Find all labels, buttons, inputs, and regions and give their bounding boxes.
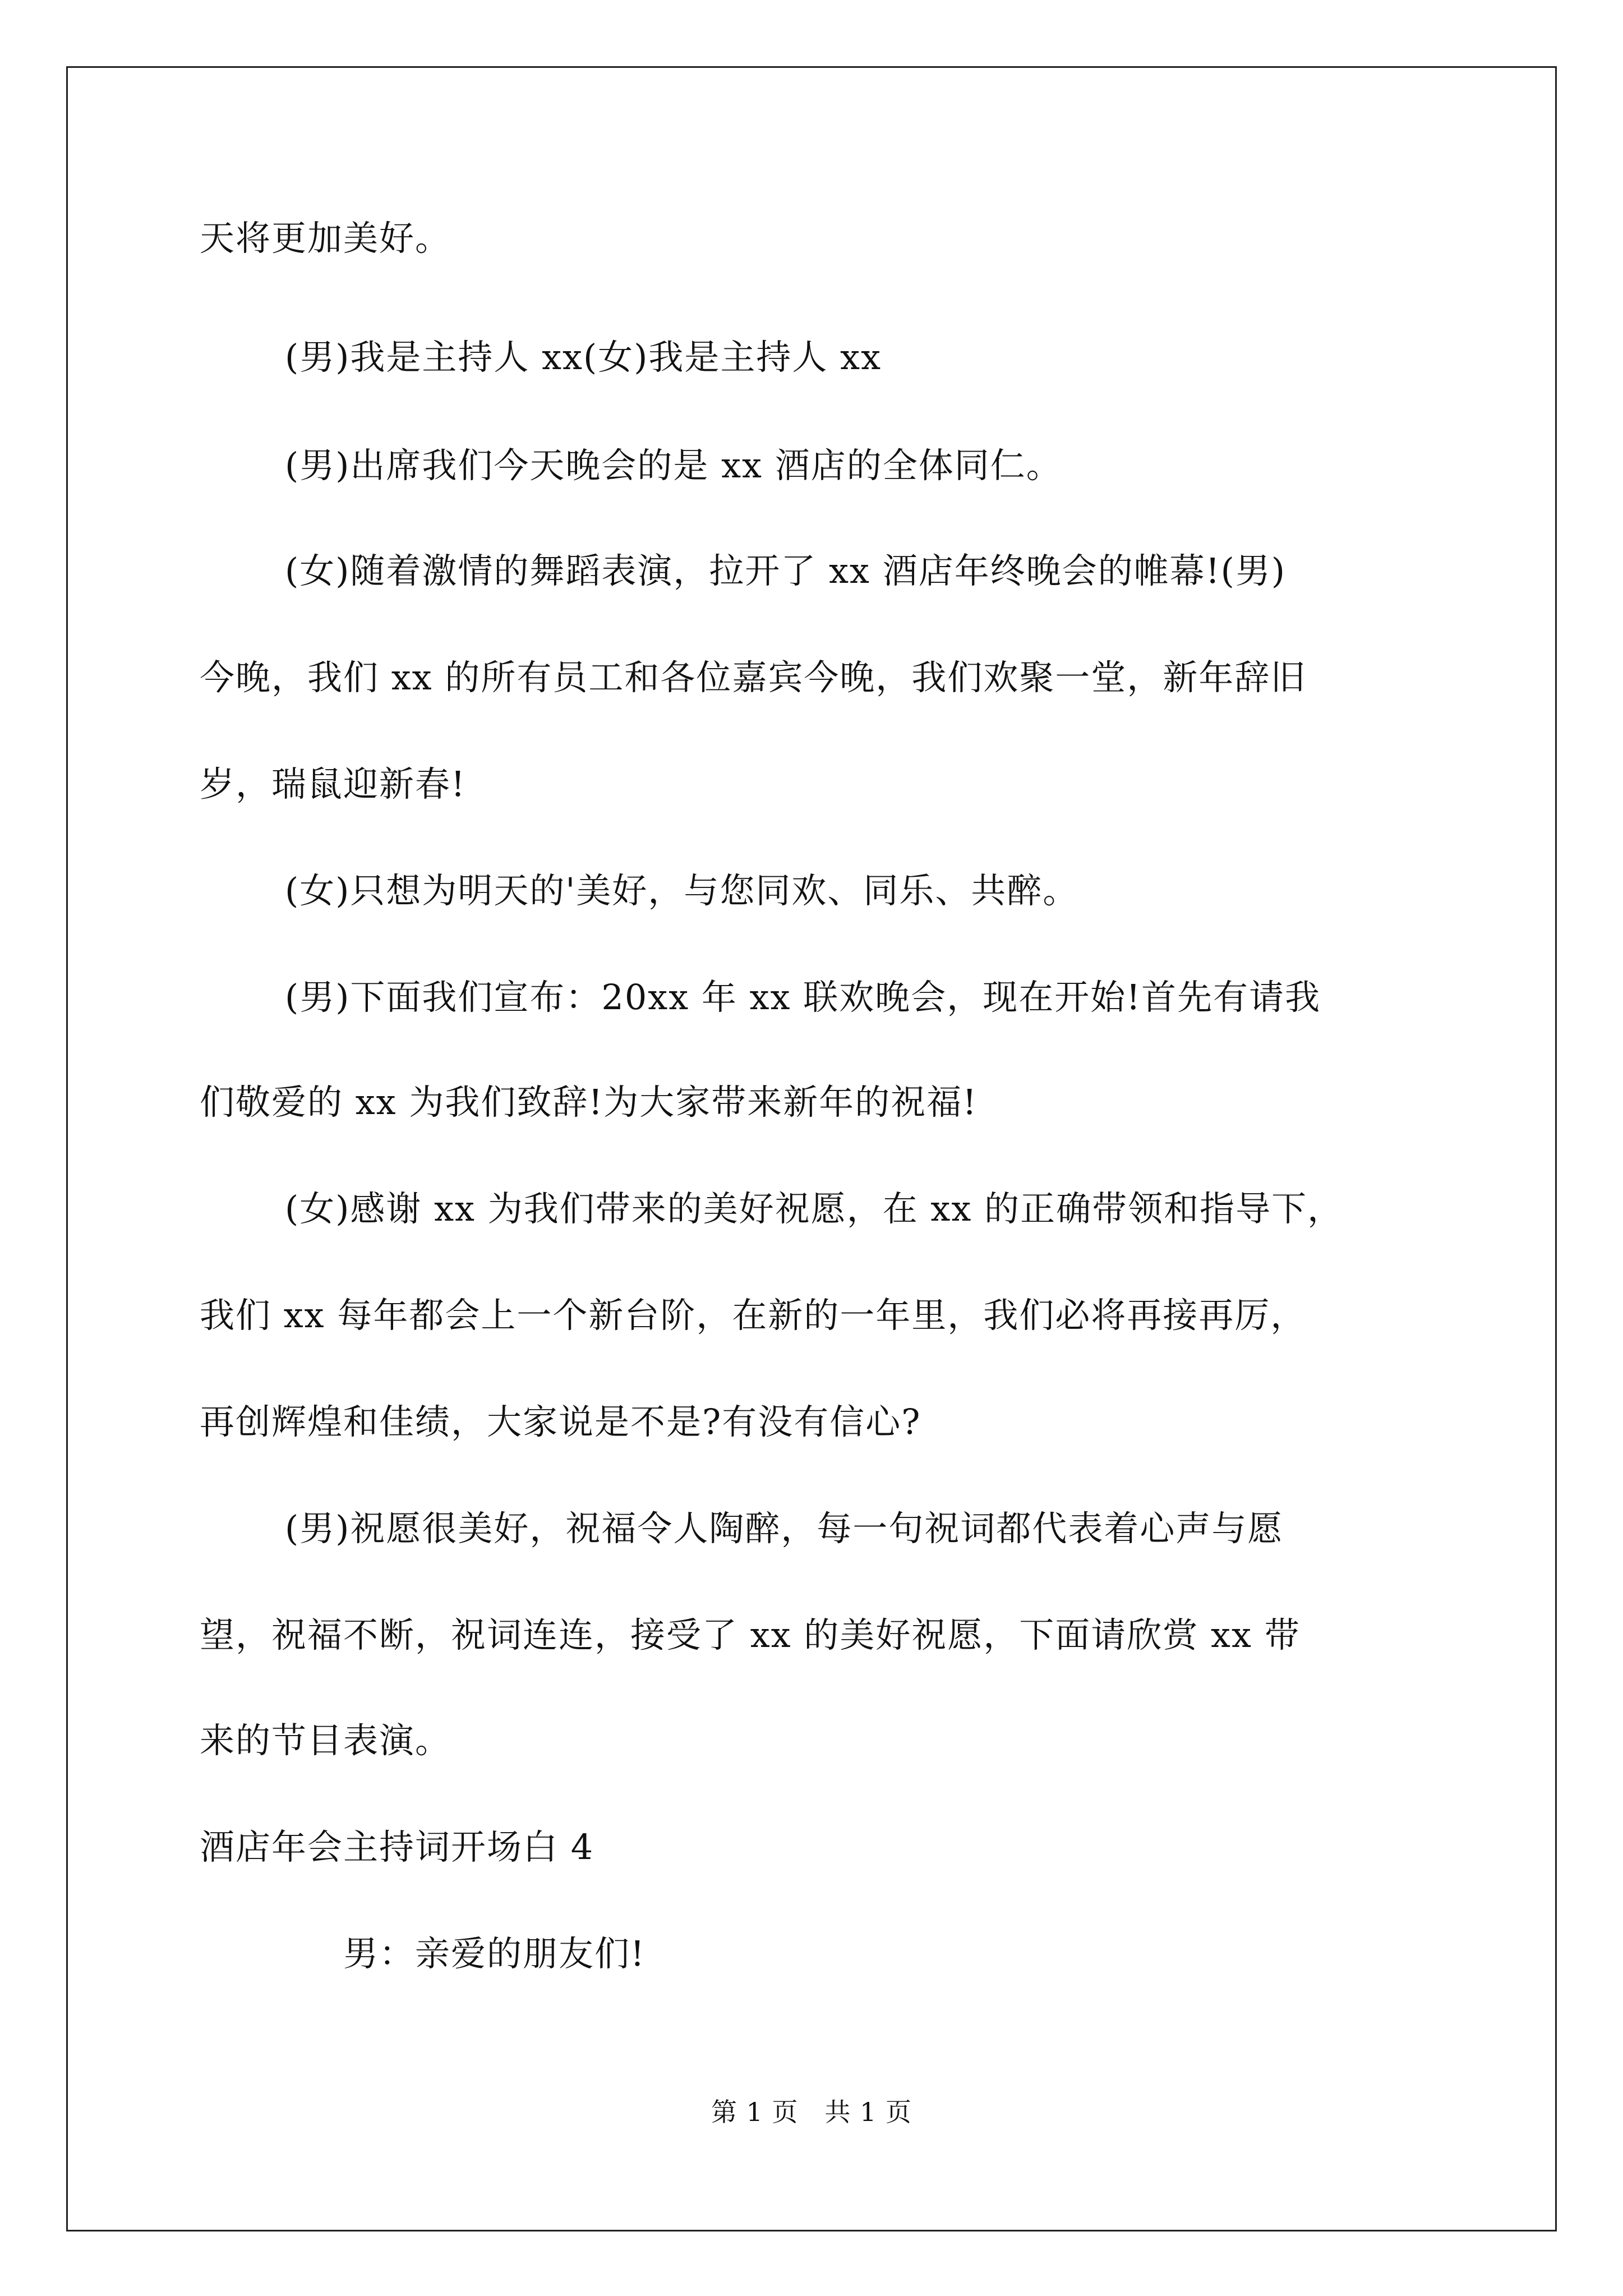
text-line-3: (男)出席我们今天晚会的是 xx 酒店的全体同仁。 <box>285 445 1062 486</box>
text-line-11: 我们 xx 每年都会上一个新台阶，在新的一年里，我们必将再接再厉， <box>200 1295 1307 1336</box>
page-footer: 第 1 页 共 1 页 <box>711 2097 912 2127</box>
text-line-13: (男)祝愿很美好，祝福令人陶醉，每一句祝词都代表着心声与愿 <box>285 1508 1284 1549</box>
text-line-14: 望，祝福不断，祝词连连，接受了 xx 的美好祝愿，下面请欣赏 xx 带 <box>200 1614 1301 1655</box>
text-line-1: 天将更加美好。 <box>200 218 451 259</box>
section-heading: 酒店年会主持词开场白 4 <box>200 1826 594 1867</box>
text-line-2: (男)我是主持人 xx(女)我是主持人 xx <box>285 337 882 378</box>
page-border <box>66 66 1557 2231</box>
text-line-8: (男)下面我们宣布：20xx 年 xx 联欢晚会，现在开始!首先有请我 <box>285 977 1321 1018</box>
text-line-9: 们敬爱的 xx 为我们致辞!为大家带来新年的祝福! <box>200 1082 978 1122</box>
text-line-12: 再创辉煌和佳绩，大家说是不是?有没有信心? <box>200 1401 921 1442</box>
text-line-7: (女)只想为明天的'美好，与您同欢、同乐、共醉。 <box>285 870 1079 911</box>
text-line-15: 来的节目表演。 <box>200 1720 451 1761</box>
text-line-5: 今晚，我们 xx 的所有员工和各位嘉宾今晚，我们欢聚一堂，新年辞旧 <box>200 657 1307 698</box>
text-line-17: 男：亲爱的朋友们! <box>343 1933 645 1974</box>
text-line-4: (女)随着激情的舞蹈表演，拉开了 xx 酒店年终晚会的帷幕!(男) <box>285 550 1287 591</box>
text-line-6: 岁，瑞鼠迎新春! <box>200 763 466 804</box>
text-line-10: (女)感谢 xx 为我们带来的美好祝愿，在 xx 的正确带领和指导下， <box>285 1188 1344 1229</box>
